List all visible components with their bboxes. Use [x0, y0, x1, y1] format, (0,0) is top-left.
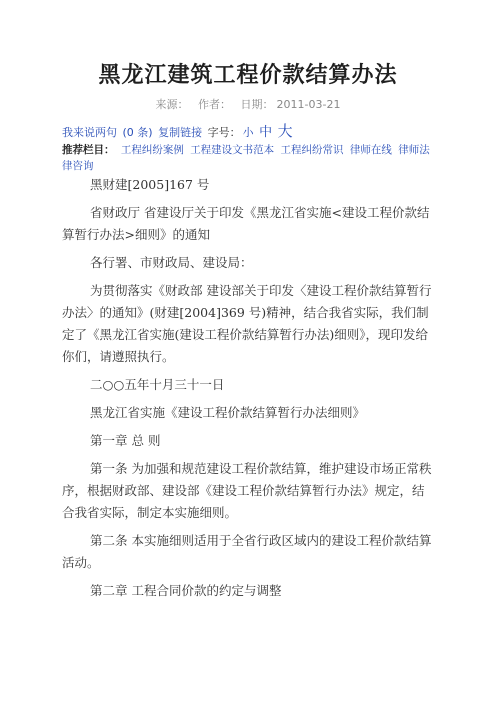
doc-number: 黑财建[2005]167 号 [90, 177, 210, 192]
notice-title: 省财政厅 省建设厅关于印发《黑龙江省实施<建设工程价款结算暂行办法>细则》的通知 [62, 205, 430, 242]
article-toolbar [62, 120, 442, 141]
recommended-categories [62, 142, 434, 174]
article-body [62, 174, 434, 608]
addressee: 各行署、市财政局、建设局： [90, 255, 253, 270]
body-paragraph: 为贯彻落实《财政部 建设部关于印发〈建设工程价款结算暂行办法〉的通知》(财建[2004]369 号)精神，结合我省实际，我们制定了《黑龙江省实施(建设工程价款结算暂行办法)细则》，现印发给你们，请遵照执行。 [62, 283, 432, 364]
font-small-button[interactable]: 小 [242, 126, 254, 139]
source-label: 来源： [155, 98, 189, 111]
font-size-label: 字号： [207, 126, 241, 139]
page-title: 黑龙江建筑工程价款结算办法 [98, 63, 398, 88]
copy-link-button[interactable]: 复制链接 [158, 126, 203, 139]
categories-label: 推荐栏目： [62, 144, 115, 156]
rules-title: 黑龙江省实施《建设工程价款结算暂行办法细则》 [90, 405, 366, 420]
chapter-heading: 第一章 总 则 [90, 433, 161, 448]
author-label: 作者： [198, 98, 232, 111]
article-clause: 第一条 为加强和规范建设工程价款结算，维护建设市场正常秩序，根据财政部、建设部《建设工程价款结算暂行办法》规定，结合我省实际，制定本实施细则。 [62, 461, 432, 520]
category-link[interactable]: 律师法律咨询 [62, 144, 430, 172]
category-link[interactable]: 工程建设文书范本 [190, 144, 275, 156]
article-clause: 第二条 本实施细则适用于全省行政区域内的建设工程价款结算活动。 [62, 533, 432, 570]
category-link[interactable]: 工程纠纷常识 [280, 144, 344, 156]
date-value: 2011-03-21 [276, 98, 341, 111]
issue-date: 二○○五年十月三十一日 [90, 377, 225, 392]
chapter-heading: 第二章 工程合同价款的约定与调整 [90, 583, 282, 598]
article-meta [0, 96, 496, 112]
category-link[interactable]: 律师在线 [349, 144, 392, 156]
font-medium-button[interactable]: 中 [259, 125, 273, 140]
comment-link[interactable]: 我来说两句 [62, 126, 117, 139]
comment-count[interactable]: (0 条) [122, 126, 153, 139]
date-label: 日期： [240, 98, 274, 111]
font-large-button[interactable]: 大 [277, 122, 293, 140]
category-link[interactable]: 工程纠纷案例 [120, 144, 184, 156]
